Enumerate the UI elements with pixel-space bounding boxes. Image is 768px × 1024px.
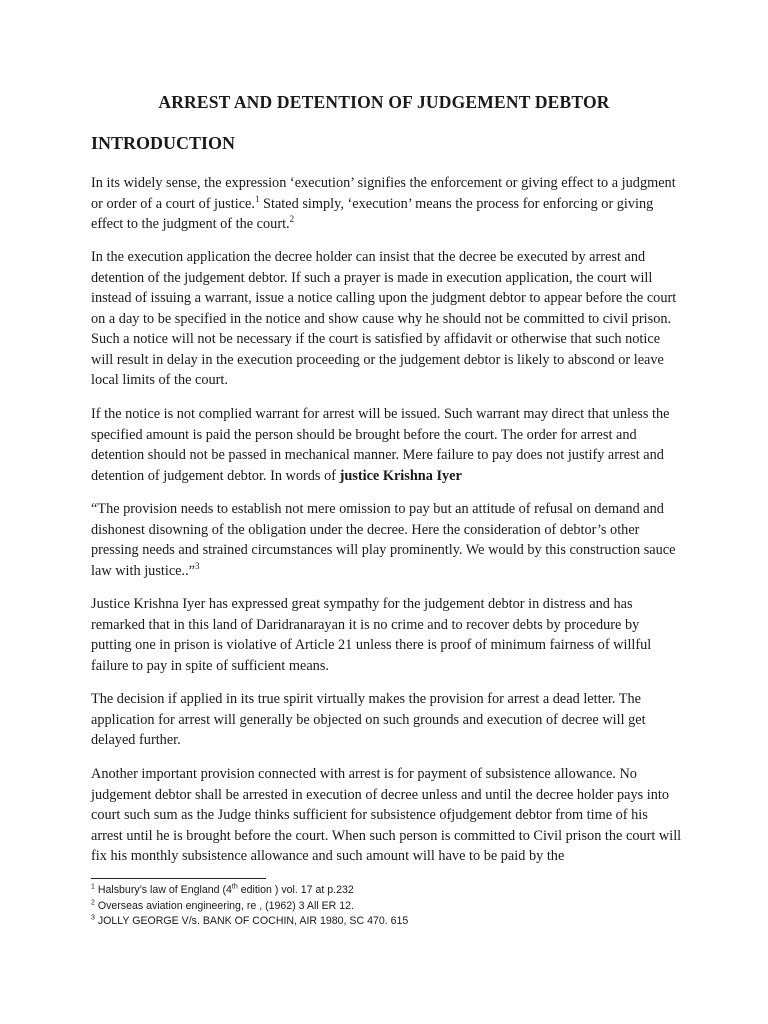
quote-text: “The provision needs to establish not mere omission to pay but an attitude of refusal on demand and dishonest disowning of the obligation under the decree. Here the consideration of debtor’s other pressing needs and strained circumstances will play prominently. We would by this construction sauce law with justice..”: [91, 501, 676, 579]
paragraph-5: [91, 594, 683, 676]
footnote-2-number: 2: [91, 898, 95, 906]
paragraph-7-text: Another important provision connected with arrest is for payment of subsistence allowance. No judgement debtor shall be arrested in execution of decree unless and until the decree holder pays into court such sum as the Judge thinks sufficient for subsistence ofjudgement debtor from time of his arrest until he is brought before the court. When such person is committed to Civil prison the court will fix his monthly subsistence allowance and such amount will have to be paid by the: [91, 766, 682, 864]
paragraph-6-text: The decision if applied in its true spirit virtually makes the provision for arrest a dead letter. The application for arrest will generally be objected on such grounds and execution of decree will get delayed further.: [91, 691, 646, 748]
paragraph-4-quote: [91, 499, 683, 581]
footnote-1: [91, 883, 408, 899]
footnote-3-number: 3: [91, 914, 95, 922]
paragraph-2-text: In the execution application the decree holder can insist that the decree be executed by arrest and detention of the judgement debtor. If such a prayer is made in execution application, the court will instead of issuing a warrant, issue a notice calling upon the judgment debtor to appear before the court on a day to be specified in the notice and show cause why he should not be committed to civil prison. Such a notice will not be necessary if the court is satisfied by affidavit or otherwise that such notice will result in delay in the execution proceeding or the judgement debtor is likely to abscond or leave local limits of the court.: [91, 249, 677, 388]
paragraph-7: [91, 764, 683, 867]
section-heading: INTRODUCTION: [91, 133, 236, 153]
footnote-3: [91, 914, 408, 930]
footnote-ref-3[interactable]: 3: [195, 560, 200, 571]
paragraph-1-text-b: Stated simply, ‘execution’ means the process for enforcing or giving effect to the judgment of the court.: [91, 195, 654, 232]
footnote-ref-2[interactable]: 2: [289, 214, 295, 225]
paragraph-3-bold: justice Krishna Iyer: [339, 467, 462, 484]
footnote-2-text: Overseas aviation engineering, re , (1962) 3 All ER 12.: [94, 899, 355, 912]
paragraph-1: [91, 173, 683, 235]
footnotes: [91, 883, 408, 930]
paragraph-1-text-a: In its widely sense, the expression ‘execution’ signifies the enforcement or giving effect to a judgment or order of a court of justice.: [91, 175, 676, 212]
footnote-2: [91, 899, 408, 915]
paragraph-3-text: If the notice is not complied warrant for arrest will be issued. Such warrant may direct that unless the specified amount is paid the person should be brought before the court. The order for arrest and detention should not be passed in mechanical manner. Mere failure to pay does not justify arrest and detention of judgement debtor. In words of: [91, 406, 670, 484]
paragraph-3: [91, 404, 683, 486]
footnote-1-text-end: edition ) vol. 17 at p.232: [237, 884, 354, 896]
paragraph-2: [91, 247, 683, 391]
footnote-1-superscript: th: [231, 883, 238, 891]
footnote-divider: [91, 878, 266, 879]
paragraph-6: [91, 689, 683, 751]
footnote-ref-1[interactable]: 1: [254, 193, 260, 204]
document-title: ARREST AND DETENTION OF JUDGEMENT DEBTOR: [158, 92, 610, 112]
footnote-1-text: Halsbury’s law of England (4: [94, 884, 232, 896]
footnote-1-number: 1: [91, 883, 95, 891]
footnote-3-text: JOLLY GEORGE V/s. BANK OF COCHIN, AIR 1980, SC 470. 615: [94, 915, 409, 927]
paragraph-5-text: Justice Krishna Iyer has expressed great sympathy for the judgement debtor in distress and has remarked that in this land of Daridranarayan it is no crime and to recover debts by procedure by putting one in prison is violative of Article 21 unless there is proof of minimum fairness of willful failure to pay in spite of sufficient means.: [91, 596, 652, 674]
